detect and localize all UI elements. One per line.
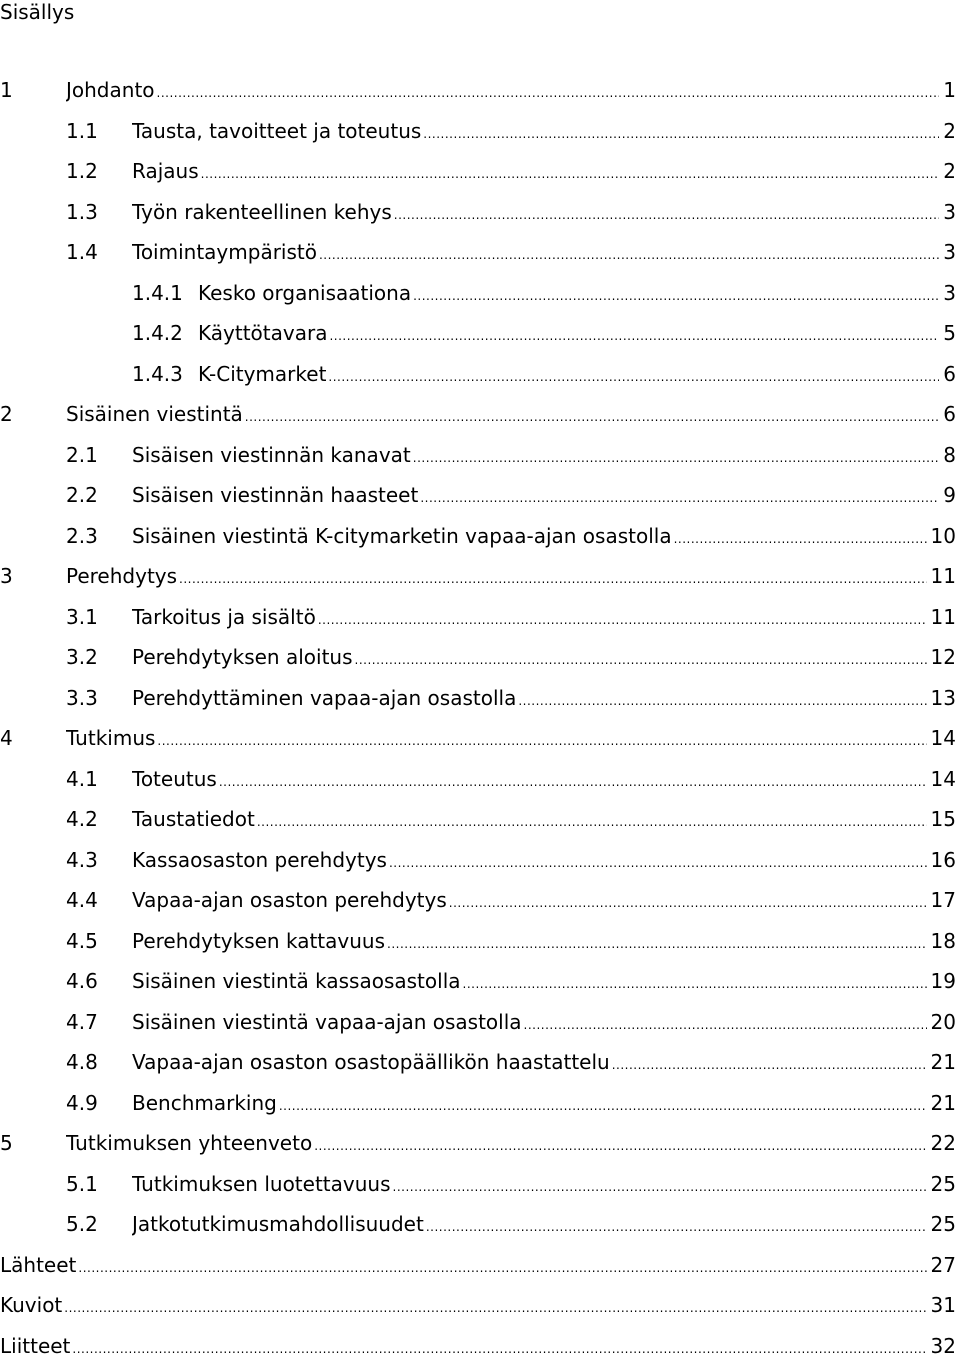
toc-entry-link[interactable]	[132, 111, 956, 152]
toc-entry-link[interactable]	[132, 1164, 956, 1205]
toc-entry-page-number: 3	[939, 192, 956, 233]
toc-entry-label: Käyttötavara	[198, 313, 329, 354]
dot-leader	[328, 371, 939, 383]
dot-leader	[64, 1302, 926, 1314]
toc-entry-link[interactable]	[66, 1123, 956, 1164]
toc-entry-page-number: 9	[939, 475, 956, 516]
toc-entry-number: 4.1	[66, 759, 98, 800]
toc-entry-link[interactable]	[0, 1245, 956, 1286]
toc-entry[interactable]	[0, 435, 956, 476]
toc-entry-link[interactable]	[66, 394, 956, 435]
toc-entry-label: Kesko organisaationa	[198, 273, 413, 314]
dot-leader	[387, 938, 927, 950]
toc-entry[interactable]	[0, 232, 956, 273]
dot-leader	[257, 816, 927, 828]
dot-leader	[179, 573, 927, 585]
toc-entry-page-number: 25	[927, 1164, 956, 1205]
toc-entry[interactable]	[0, 1245, 956, 1286]
toc-entry-link[interactable]	[132, 840, 956, 881]
dot-leader	[674, 533, 927, 545]
toc-entry-link[interactable]	[132, 151, 956, 192]
toc-entry[interactable]	[0, 1083, 956, 1124]
toc-entry-page-number: 16	[927, 840, 956, 881]
dot-leader	[279, 1100, 927, 1112]
toc-entry-label: Kuviot	[0, 1285, 64, 1326]
toc-entry-label: Vapaa-ajan osaston osastopäällikön haastattelu	[132, 1042, 612, 1083]
dot-leader	[157, 735, 926, 747]
dot-leader	[157, 87, 940, 99]
toc-entry-link[interactable]	[132, 961, 956, 1002]
toc-entry[interactable]	[0, 799, 956, 840]
toc-entry-label: Tutkimuksen yhteenveto	[66, 1123, 314, 1164]
toc-entry-link[interactable]	[198, 354, 956, 395]
toc-entry-number: 1.4	[66, 232, 98, 273]
toc-entry-page-number: 6	[939, 354, 956, 395]
dot-leader	[420, 492, 939, 504]
dot-leader	[389, 857, 927, 869]
dot-leader	[329, 330, 939, 342]
toc-entry-page-number: 2	[939, 111, 956, 152]
toc-entry[interactable]	[0, 111, 956, 152]
toc-entry-link[interactable]	[0, 1326, 956, 1366]
toc-entry-page-number: 3	[939, 273, 956, 314]
toc-entry[interactable]	[0, 1042, 956, 1083]
toc-entry-page-number: 3	[939, 232, 956, 273]
toc-entry[interactable]	[0, 637, 956, 678]
toc-entry-number: 4.7	[66, 1002, 98, 1043]
toc-entry-link[interactable]	[132, 597, 956, 638]
toc-entry-page-number: 5	[939, 313, 956, 354]
toc-entry-link[interactable]	[132, 192, 956, 233]
toc-entry-label: K-Citymarket	[198, 354, 328, 395]
toc-entry-label: Tausta, tavoitteet ja toteutus	[132, 111, 423, 152]
toc-entry[interactable]	[0, 1204, 956, 1245]
toc-entry-number: 2	[0, 394, 13, 435]
toc-entry[interactable]	[0, 273, 956, 314]
toc-entry[interactable]	[0, 70, 956, 111]
toc-entry-link[interactable]	[132, 880, 956, 921]
toc-entry-page-number: 14	[927, 759, 956, 800]
toc-entry-label: Liitteet	[0, 1326, 72, 1366]
toc-entry-link[interactable]	[132, 678, 956, 719]
toc-entry-link[interactable]	[132, 516, 956, 557]
toc-entry-link[interactable]	[132, 1002, 956, 1043]
dot-leader	[423, 128, 939, 140]
toc-entry-label: Sisäinen viestintä kassaosastolla	[132, 961, 463, 1002]
dot-leader	[449, 897, 927, 909]
toc-entry-link[interactable]	[132, 435, 956, 476]
toc-entry-number: 3.3	[66, 678, 98, 719]
toc-entry-page-number: 11	[927, 597, 956, 638]
dot-leader	[78, 1262, 926, 1274]
toc-entry-number: 1.2	[66, 151, 98, 192]
toc-entry[interactable]	[0, 1285, 956, 1326]
toc-entry-label: Työn rakenteellinen kehys	[132, 192, 394, 233]
toc-entry-page-number: 31	[927, 1285, 956, 1326]
toc-entry-number: 4.2	[66, 799, 98, 840]
toc-entry-page-number: 11	[927, 556, 956, 597]
toc-entry-page-number: 21	[927, 1042, 956, 1083]
toc-entry-page-number: 32	[927, 1326, 956, 1366]
toc-entry-link[interactable]	[132, 759, 956, 800]
toc-entry-number: 2.3	[66, 516, 98, 557]
toc-entry-link[interactable]	[132, 799, 956, 840]
toc-entry-page-number: 22	[927, 1123, 956, 1164]
toc-entry[interactable]	[0, 880, 956, 921]
dot-leader	[524, 1019, 927, 1031]
toc-entry-label: Tutkimus	[66, 718, 157, 759]
toc-entry-number: 1.3	[66, 192, 98, 233]
toc-entry-number: 5.1	[66, 1164, 98, 1205]
toc-entry[interactable]	[0, 151, 956, 192]
toc-entry-label: Lähteet	[0, 1245, 78, 1286]
dot-leader	[612, 1059, 927, 1071]
toc-entry-link[interactable]	[66, 718, 956, 759]
toc-entry-link[interactable]	[66, 556, 956, 597]
toc-entry-link[interactable]	[132, 232, 956, 273]
toc-entry-page-number: 17	[927, 880, 956, 921]
toc-entry-label: Sisäinen viestintä K-citymarketin vapaa-ajan osastolla	[132, 516, 674, 557]
toc-entry-page-number: 8	[939, 435, 956, 476]
dot-leader	[355, 654, 927, 666]
toc-entry[interactable]	[0, 718, 956, 759]
toc-entry-page-number: 1	[939, 70, 956, 111]
dot-leader	[219, 776, 927, 788]
toc-entry-number: 1.4.1	[132, 273, 183, 314]
toc-entry-link[interactable]	[132, 1042, 956, 1083]
toc-entry-label: Johdanto	[66, 70, 157, 111]
toc-entry-page-number: 14	[927, 718, 956, 759]
toc-entry-number: 2.2	[66, 475, 98, 516]
toc-entry-label: Perehdytys	[66, 556, 179, 597]
toc-entry-number: 4.6	[66, 961, 98, 1002]
toc-entry-number: 4	[0, 718, 13, 759]
toc-entry[interactable]	[0, 1164, 956, 1205]
dot-leader	[245, 411, 939, 423]
toc-entry-label: Kassaosaston perehdytys	[132, 840, 389, 881]
toc-entry-number: 2.1	[66, 435, 98, 476]
toc-entry-number: 5.2	[66, 1204, 98, 1245]
toc-entry[interactable]	[0, 1002, 956, 1043]
dot-leader	[413, 290, 939, 302]
toc-entry-label: Perehdytyksen aloitus	[132, 637, 355, 678]
toc-entry-page-number: 15	[927, 799, 956, 840]
toc-entry-label: Perehdyttäminen vapaa-ajan osastolla	[132, 678, 518, 719]
toc-entry-link[interactable]	[132, 1204, 956, 1245]
toc-entry-label: Taustatiedot	[132, 799, 257, 840]
dot-leader	[318, 614, 927, 626]
dot-leader	[426, 1221, 927, 1233]
toc-entry-label: Toimintaympäristö	[132, 232, 319, 273]
toc-entry-link[interactable]	[132, 921, 956, 962]
toc-entry-number: 4.5	[66, 921, 98, 962]
toc-entry-number: 4.3	[66, 840, 98, 881]
toc-entry[interactable]	[0, 961, 956, 1002]
toc-entry-number: 4.4	[66, 880, 98, 921]
toc-entry[interactable]	[0, 1123, 956, 1164]
toc-entry-number: 4.8	[66, 1042, 98, 1083]
dot-leader	[314, 1140, 926, 1152]
toc-entry-link[interactable]	[198, 273, 956, 314]
toc-entry-label: Sisäinen viestintä	[66, 394, 245, 435]
toc-entry[interactable]	[0, 840, 956, 881]
toc-entry-page-number: 19	[927, 961, 956, 1002]
toc-entry-page-number: 2	[939, 151, 956, 192]
toc-entry-label: Benchmarking	[132, 1083, 279, 1124]
toc-entry-number: 3.1	[66, 597, 98, 638]
toc-entry[interactable]	[0, 678, 956, 719]
toc-entry-label: Toteutus	[132, 759, 219, 800]
toc-entry-label: Perehdytyksen kattavuus	[132, 921, 387, 962]
toc-entry-label: Sisäisen viestinnän kanavat	[132, 435, 413, 476]
page-title: Sisällys	[0, 0, 74, 26]
toc-entry-page-number: 20	[927, 1002, 956, 1043]
toc-entry-link[interactable]	[132, 1083, 956, 1124]
toc-entry-number: 1	[0, 70, 13, 111]
toc-entry-number: 3	[0, 556, 13, 597]
dot-leader	[72, 1343, 926, 1355]
dot-leader	[201, 168, 940, 180]
toc-entry-number: 1.4.3	[132, 354, 183, 395]
toc-entry-page-number: 18	[927, 921, 956, 962]
toc-entry-link[interactable]	[66, 70, 956, 111]
toc-entry[interactable]	[0, 921, 956, 962]
toc-entry-page-number: 27	[927, 1245, 956, 1286]
toc-entry-number: 5	[0, 1123, 13, 1164]
toc-entry[interactable]	[0, 597, 956, 638]
toc-entry-link[interactable]	[0, 1285, 956, 1326]
table-of-contents	[0, 70, 956, 1366]
dot-leader	[394, 209, 939, 221]
dot-leader	[319, 249, 939, 261]
toc-entry-page-number: 10	[927, 516, 956, 557]
toc-entry-label: Sisäisen viestinnän haasteet	[132, 475, 420, 516]
toc-entry[interactable]	[0, 516, 956, 557]
toc-entry[interactable]	[0, 192, 956, 233]
toc-entry[interactable]	[0, 759, 956, 800]
dot-leader	[518, 695, 926, 707]
toc-entry-label: Sisäinen viestintä vapaa-ajan osastolla	[132, 1002, 524, 1043]
toc-entry[interactable]	[0, 1326, 956, 1366]
toc-entry[interactable]	[0, 475, 956, 516]
toc-entry-link[interactable]	[132, 637, 956, 678]
toc-entry-page-number: 12	[927, 637, 956, 678]
dot-leader	[393, 1181, 927, 1193]
toc-entry-number: 1.1	[66, 111, 98, 152]
toc-entry[interactable]	[0, 313, 956, 354]
toc-entry-page-number: 25	[927, 1204, 956, 1245]
toc-entry-label: Vapaa-ajan osaston perehdytys	[132, 880, 449, 921]
toc-entry-label: Rajaus	[132, 151, 201, 192]
toc-entry-label: Tutkimuksen luotettavuus	[132, 1164, 393, 1205]
toc-entry-number: 3.2	[66, 637, 98, 678]
toc-entry[interactable]	[0, 394, 956, 435]
toc-entry-label: Jatkotutkimusmahdollisuudet	[132, 1204, 426, 1245]
toc-entry-number: 1.4.2	[132, 313, 183, 354]
toc-entry-label: Tarkoitus ja sisältö	[132, 597, 318, 638]
dot-leader	[463, 978, 927, 990]
toc-entry[interactable]	[0, 556, 956, 597]
toc-entry[interactable]	[0, 354, 956, 395]
toc-entry-number: 4.9	[66, 1083, 98, 1124]
toc-entry-page-number: 6	[939, 394, 956, 435]
toc-entry-page-number: 21	[927, 1083, 956, 1124]
toc-entry-link[interactable]	[132, 475, 956, 516]
dot-leader	[413, 452, 940, 464]
toc-entry-page-number: 13	[927, 678, 956, 719]
toc-entry-link[interactable]	[198, 313, 956, 354]
